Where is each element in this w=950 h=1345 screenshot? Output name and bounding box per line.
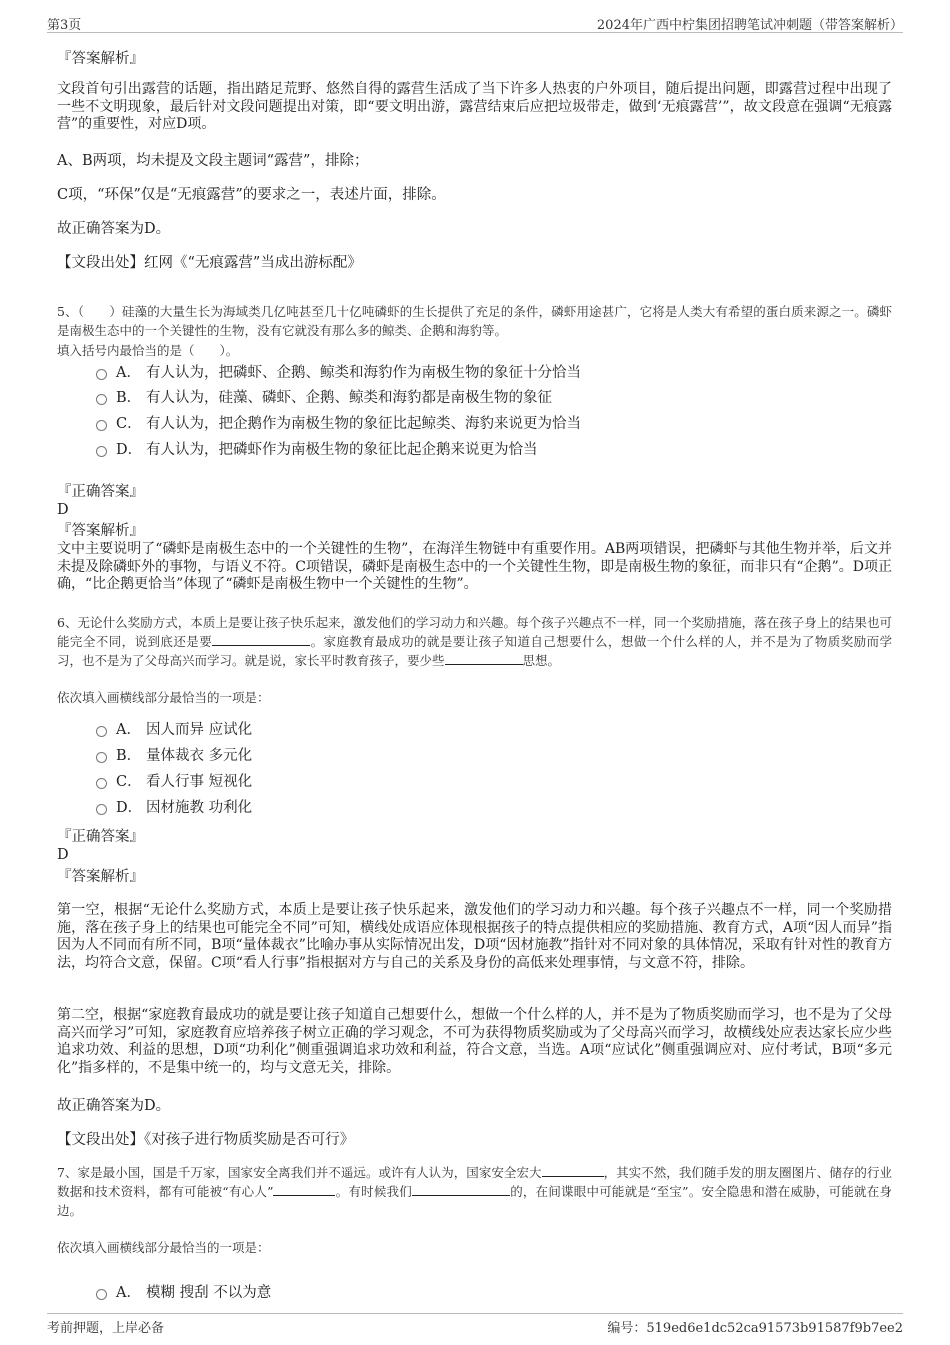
q6-answer: D <box>57 847 69 863</box>
q5-option-a[interactable]: A． 有人认为，把磷虾、企鹅、鲸类和海豹作为南极生物的象征十分恰当 <box>96 363 581 383</box>
q6-answer-heading: 『正确答案』 <box>57 829 144 845</box>
document-title: 2024年广西中柠集团招聘笔试冲刺题（带答案解析） <box>596 18 903 33</box>
q7-option-a[interactable]: A． 模糊 搜刮 不以为意 <box>96 1283 271 1303</box>
radio-button[interactable] <box>96 752 107 763</box>
fill-blank <box>445 652 523 665</box>
q5-prompt: 填入括号内最恰当的是（ ）。 <box>57 343 239 358</box>
q6-option-d[interactable]: D． 因材施教 功利化 <box>96 798 252 818</box>
q7-prompt: 依次填入画横线部分最恰当的一项是： <box>57 1240 270 1255</box>
q5-analysis-heading: 『答案解析』 <box>57 523 144 539</box>
page-number: 第3页 <box>47 18 82 33</box>
radio-button[interactable] <box>96 778 107 789</box>
fill-blank <box>412 1183 510 1196</box>
footer-slogan: 考前押题，上岸必备 <box>47 1321 165 1336</box>
fill-blank <box>542 1164 604 1177</box>
q5-option-c[interactable]: C． 有人认为，把企鹅作为南极生物的象征比起鲸类、海豹来说更为恰当 <box>96 414 581 434</box>
radio-button[interactable] <box>96 726 107 737</box>
q5-option-b[interactable]: B． 有人认为，硅藻、磷虾、企鹅、鲸类和海豹都是南极生物的象征 <box>96 388 552 408</box>
q4-analysis-c: C项，“环保”仅是“无痕露营”的要求之一，表述片面，排除。 <box>57 187 446 203</box>
q7-stem: 7、家是最小国，国是千万家，国家安全离我们并不遥远。或许有人认为，国家安全宏大 ，其实不然，我们随手发的朋友圈图片、储存的行业数据和技术资料，都有可能被“有心人” 。有时候我们 的，在间谍眼中可能就是“至宝”。安全隐患和潜在威胁，可能就在身边。 <box>57 1165 892 1218</box>
q6-analysis-second-blank: 第二空，根据“家庭教育最成功的就是要让孩子知道自己想要什么，想做一个什么样的人，并不是为了物质奖励而学习，也不是为了父母高兴而学习”可知，家庭教育应培养孩子树立正确的学习观念，不可为获得物质奖励或为了父母高兴而学习，故横线处应表达家长应少些追求功效、利益的思想，D项“功利化”侧重强调追求功效和利益，符合文意，当选。A项“应试化”侧重强调应对、应付考试，B项“多元化”指多样的，不是集中统一的，均与文意无关，排除。 <box>57 1007 892 1076</box>
q4-source: 【文段出处】红网《“无痕露营”当成出游标配》 <box>57 255 362 271</box>
q6-option-b[interactable]: B． 量体裁衣 多元化 <box>96 746 252 766</box>
radio-button[interactable] <box>96 446 107 457</box>
q4-analysis-ab: A、B两项，均未提及文段主题词“露营”，排除； <box>57 153 369 169</box>
q6-analysis-first-blank: 第一空，根据“无论什么奖励方式，本质上是要让孩子快乐起来，激发他们的学习动力和兴趣。每个孩子兴趣点不一样，同一个奖励措施，落在孩子身上的结果也可能完全不同”可知，横线处成语应体现根据孩子的特点提供相应的奖励措施、教育方式，A项“因人而异”指因为人不同而有所不同，B项“量体裁衣”比喻办事从实际情况出发，D项“因材施教”指针对不同对象的具体情况，采取有针对性的教育方法，均符合文意，保留。C项“看人行事”指根据对方与自己的关系及身份的高低来处理事情，与文意不符，排除。 <box>57 902 892 971</box>
q4-conclusion: 故正确答案为D。 <box>57 221 171 237</box>
q5-stem: 5、（ ）硅藻的大量生长为海域类几亿吨甚至几十亿吨磷虾的生长提供了充足的条件，磷虾用途甚广，它将是人类大有希望的蛋白质来源之一。磷虾是南极生态中的一个关键性的生物，没有它就没有那么多的鲸类、企鹅和海豹等。 <box>57 304 892 338</box>
document-code: 编号：519ed6e1dc52ca91573b91587f9b7ee2 <box>607 1321 903 1336</box>
radio-button[interactable] <box>96 394 107 405</box>
q5-answer-heading: 『正确答案』 <box>57 484 144 500</box>
radio-button[interactable] <box>96 1289 107 1300</box>
q5-analysis: 文中主要说明了“磷虾是南极生态中的一个关键性的生物”，在海洋生物链中有重要作用。AB两项错误，把磷虾与其他生物并举，后文并未提及除磷虾外的事物，与语义不符。C项错误，磷虾是南极生态中的一个关键性生物，即是南极生物的象征，而非只有“企鹅”。D项正确，“比企鹅更恰当”体现了“磷虾是南极生物中一个关键性的生物”。 <box>57 541 892 592</box>
q6-prompt: 依次填入画横线部分最恰当的一项是： <box>57 690 270 705</box>
q5-answer: D <box>57 502 69 518</box>
q6-conclusion: 故正确答案为D。 <box>57 1098 171 1114</box>
q6-option-c[interactable]: C． 看人行事 短视化 <box>96 772 252 792</box>
page-header <box>47 12 903 33</box>
radio-button[interactable] <box>96 420 107 431</box>
fill-blank <box>212 633 310 646</box>
q6-analysis-heading: 『答案解析』 <box>57 869 144 885</box>
q6-source: 【文段出处】《对孩子进行物质奖励是否可行》 <box>57 1132 355 1148</box>
radio-button[interactable] <box>96 369 107 380</box>
q5-option-d[interactable]: D． 有人认为，把磷虾作为南极生物的象征比起企鹅来说更为恰当 <box>96 440 538 460</box>
q4-analysis-heading: 『答案解析』 <box>57 51 144 67</box>
radio-button[interactable] <box>96 804 107 815</box>
q6-stem: 6、无论什么奖励方式，本质上是要让孩子快乐起来，激发他们的学习动力和兴趣。每个孩子兴趣点不一样，同一个奖励措施，落在孩子身上的结果也可能完全不同，说到底还是要 。家庭教育最成功的就是要让孩子知道自己想要什么，想做一个什么样的人，并不是为了物质奖励而学习，也不是为了父母高兴而学习。就是说，家长平时教育孩子，要少些 思想。 <box>57 615 892 668</box>
fill-blank <box>273 1183 335 1196</box>
q4-analysis-paragraph: 文段首句引出露营的话题，指出踏足荒野、悠然自得的露营生活成了当下许多人热衷的户外项目，随后提出问题，即露营过程中出现了一些不文明现象，最后针对文段问题提出对策，即“要文明出游，露营结束后应把垃圾带走，做到‘无痕露营’”，故文段意在强调“无痕露营”的重要性，对应D项。 <box>57 81 892 132</box>
page-footer <box>47 1313 903 1334</box>
q6-option-a[interactable]: A． 因人而异 应试化 <box>96 720 252 740</box>
